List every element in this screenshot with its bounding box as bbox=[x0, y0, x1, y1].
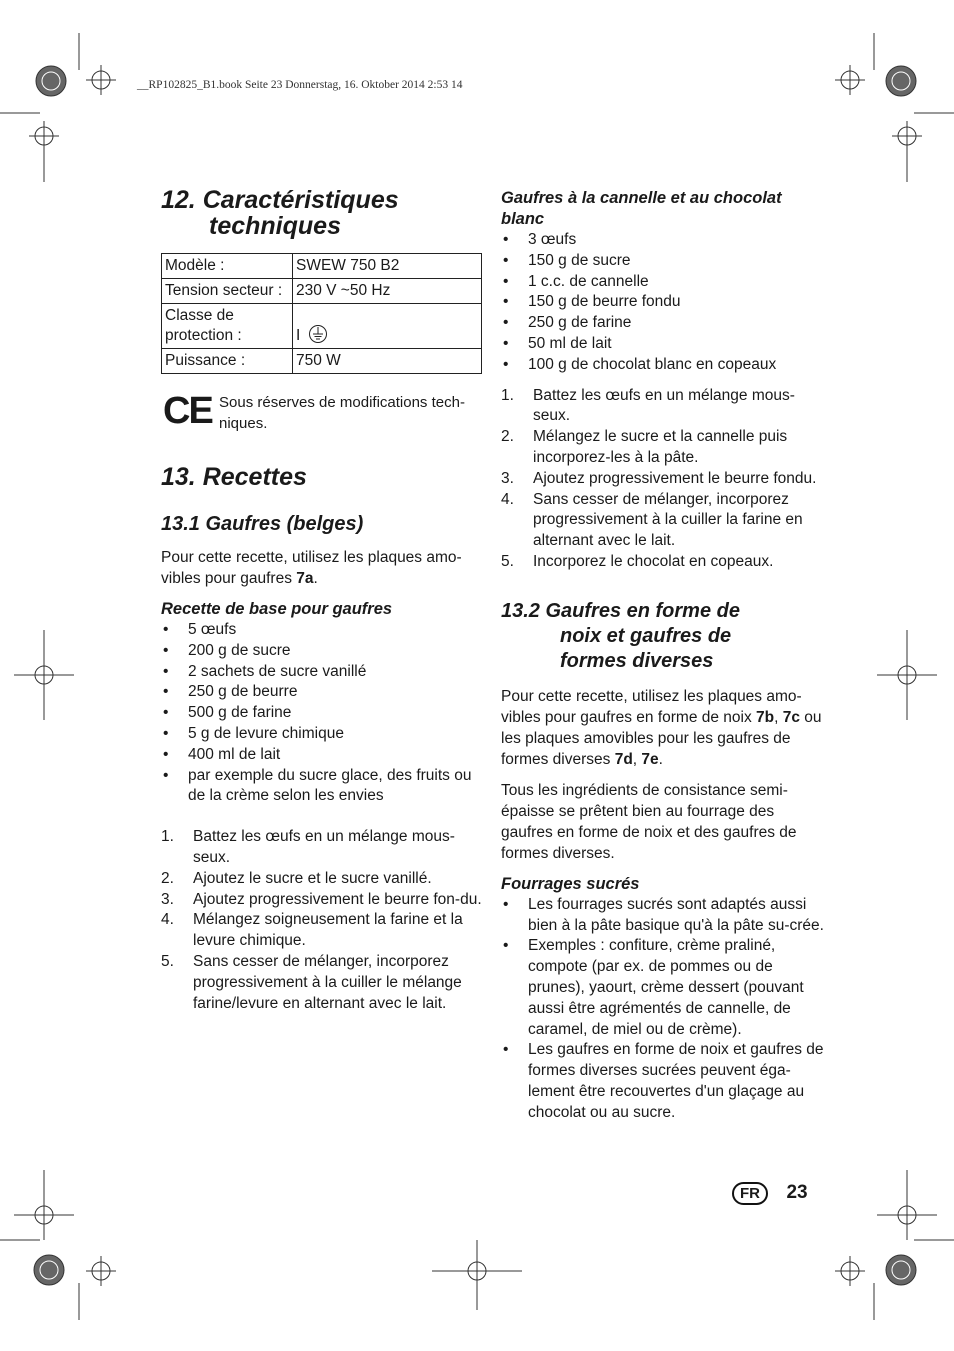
base-steps-list bbox=[161, 827, 483, 1014]
section-12-title: 12. Caractéristiques techniques bbox=[161, 186, 399, 240]
fillings-list bbox=[501, 895, 825, 1124]
list-item: • 1 c.c. de cannelle bbox=[501, 272, 825, 293]
table-row: Tension secteur : 230 V ~50 Hz bbox=[162, 279, 482, 304]
cinnamon-ingredients-list bbox=[501, 230, 825, 376]
list-item: • 250 g de beurre bbox=[161, 682, 483, 703]
list-item: • 500 g de farine bbox=[161, 703, 483, 724]
print-header: __RP102825_B1.book Seite 23 Donnerstag, 16. Oktober 2014 2:53 14 bbox=[137, 79, 463, 91]
list-item: • Les gaufres en forme de noix et gaufres de formes diverses sucrées peuvent éga-lement être recouvertes d'un glaçage au chocolat ou au sucre. bbox=[501, 1040, 825, 1123]
list-item: 5. Incorporez le chocolat en copeaux. bbox=[501, 552, 774, 570]
subsection-13-1-intro: Pour cette recette, utilisez les plaques amo-vibles pour gaufres 7a. bbox=[161, 549, 462, 587]
ce-mark-icon: CE bbox=[163, 390, 212, 432]
base-ingredients-list bbox=[161, 620, 483, 807]
table-row: Modèle : SWEW 750 B2 bbox=[162, 254, 482, 279]
list-item: • 400 ml de lait bbox=[161, 745, 483, 766]
list-item: • 50 ml de lait bbox=[501, 334, 825, 355]
ce-note-block bbox=[161, 392, 483, 436]
list-item: 4. Sans cesser de mélanger, incorporez progressivement à la cuiller la farine en alternant avec le lait. bbox=[501, 490, 803, 550]
list-item: 5. Sans cesser de mélanger, incorporez progressivement à la cuiller le mélange farine/levure en alternant avec le lait. bbox=[161, 952, 462, 1012]
list-item: • 150 g de beurre fondu bbox=[501, 292, 825, 313]
cinnamon-recipe-title: Gaufres à la cannelle et au chocolat blanc bbox=[501, 189, 782, 228]
list-item: • par exemple du sucre glace, des fruits ou de la crème selon les envies bbox=[161, 766, 483, 808]
list-item: 4. Mélangez soigneusement la farine et la levure chimique. bbox=[161, 911, 463, 950]
list-item: • 250 g de farine bbox=[501, 313, 825, 334]
list-item: • 3 œufs bbox=[501, 230, 825, 251]
list-item: • 100 g de chocolat blanc en copeaux bbox=[501, 355, 825, 376]
spec-table bbox=[161, 253, 482, 374]
list-item: 1. Battez les œufs en un mélange mous-seux. bbox=[501, 386, 795, 425]
list-item: • 200 g de sucre bbox=[161, 641, 483, 662]
ground-symbol-icon bbox=[308, 324, 328, 344]
table-row: Puissance : 750 W bbox=[162, 349, 482, 374]
list-item: • Exemples : confiture, crème praliné, compote (par ex. de pommes ou de prunes), yaourt, crème dessert (pouvant aussi être agrémentés de cannelle, de caramel, de miel ou de crème). bbox=[501, 936, 825, 1040]
list-item: • Les fourrages sucrés sont adaptés aussi bien à la pâte basique qu'à la pâte su-crée. bbox=[501, 895, 825, 937]
table-row: Classe de protection : I bbox=[162, 304, 482, 349]
list-item: • 2 sachets de sucre vanillé bbox=[161, 662, 483, 683]
left-column bbox=[161, 187, 483, 1014]
list-item: 3. Ajoutez progressivement le beurre fon-du. bbox=[161, 890, 482, 908]
right-column bbox=[501, 188, 825, 1124]
page-number: 23 bbox=[786, 1182, 808, 1203]
list-item: 2. Ajoutez le sucre et le sucre vanillé. bbox=[161, 869, 432, 887]
list-item: 2. Mélangez le sucre et la cannelle puis incorporez-les à la pâte. bbox=[501, 428, 788, 466]
language-badge: FR bbox=[732, 1182, 768, 1205]
cinnamon-steps-list bbox=[501, 386, 825, 573]
base-recipe-title: Recette de base pour gaufres bbox=[161, 600, 393, 618]
page-footer bbox=[732, 1182, 808, 1205]
list-item: 1. Battez les œufs en un mélange mous-seux. bbox=[161, 828, 455, 866]
subsection-13-1-title: 13.1 Gaufres (belges) bbox=[161, 513, 364, 535]
ce-note: Sous réserves de modifications tech-niques. bbox=[219, 394, 465, 432]
list-item: • 5 œufs bbox=[161, 620, 483, 641]
subsection-13-2-paragraph: Tous les ingrédients de consistance semi-épaisse se prêtent bien au fourrage des gaufres en forme de noix et des gaufres de formes diverses. bbox=[501, 781, 797, 862]
fillings-title: Fourrages sucrés bbox=[501, 874, 640, 893]
list-item: • 150 g de sucre bbox=[501, 251, 825, 272]
subsection-13-2-title: 13.2 Gaufres en forme de noix et gaufres de formes diverses bbox=[501, 599, 740, 672]
subsection-13-2-intro: Pour cette recette, utilisez les plaques amo-vibles pour gaufres en forme de noix 7b, 7c ou les plaques amovibles pour les gaufres de formes diverses 7d, 7e. bbox=[501, 687, 822, 768]
section-13-title: 13. Recettes bbox=[161, 463, 307, 491]
list-item: 3. Ajoutez progressivement le beurre fondu. bbox=[501, 469, 817, 487]
list-item: • 5 g de levure chimique bbox=[161, 724, 483, 745]
